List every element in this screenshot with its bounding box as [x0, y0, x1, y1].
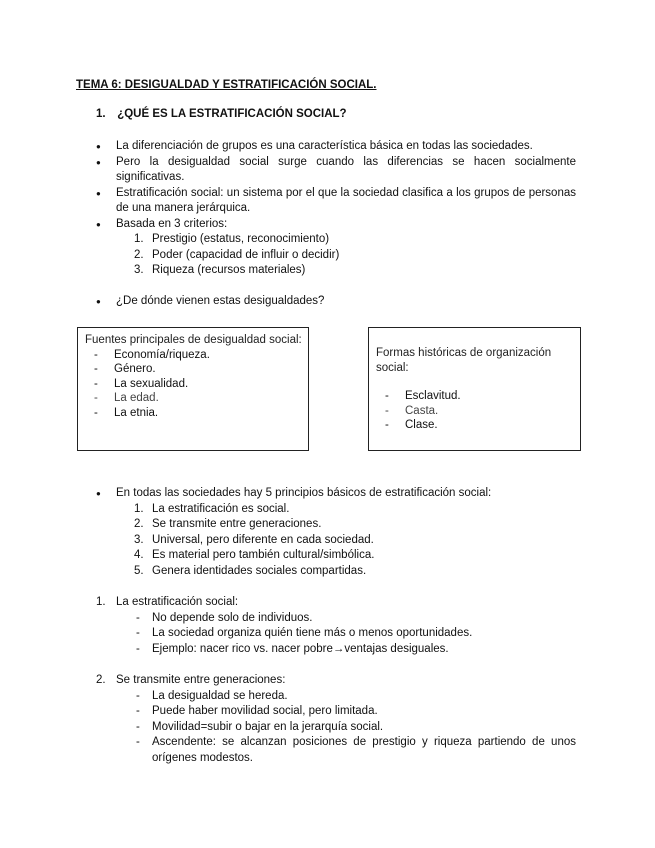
bullet-item: ● La diferenciación de grupos es una característica básica en todas las sociedades. [96, 139, 576, 155]
list-item: 2. Poder (capacidad de influir o decidir) [134, 248, 340, 261]
box-item: - Casta. [385, 404, 439, 417]
list-item: - No depende solo de individuos. [134, 611, 576, 627]
box-item: - Clase. [385, 419, 438, 431]
list-item: 2. Se transmite entre generaciones. [134, 518, 322, 530]
list-item: - Puede haber movilidad social, pero limitada. [134, 704, 576, 720]
box-item: - La sexualidad. [94, 377, 189, 390]
numbered-heading: 2. Se transmite entre generaciones: [96, 674, 286, 686]
list-item: - Ascendente: se alcanzan posiciones de prestigio y riqueza partiendo de unos orígenes modestos. [134, 735, 576, 766]
question-block [96, 294, 576, 310]
document-title: TEMA 6: DESIGUALDAD Y ESTRATIFICACIÓN SOCIAL. [76, 79, 377, 91]
box-item: - Esclavitud. [385, 390, 461, 402]
bullet-item: ● En todas las sociedades hay 5 principios básicos de estratificación social: [96, 486, 576, 502]
list-item: - La desigualdad se hereda. [134, 689, 576, 705]
box-title: Formas históricas de organización social: [376, 347, 552, 374]
point-2-list [96, 689, 576, 767]
numbered-heading: 1. La estratificación social: [96, 596, 239, 608]
intro-list [96, 139, 576, 279]
list-item: 5. Genera identidades sociales compartidas. [134, 564, 367, 577]
point-2-block [96, 673, 576, 766]
list-item: 4. Es material pero también cultural/simbólica. [134, 549, 375, 561]
bullet-item: ● Pero la desigualdad social surge cuando las diferencias se hacen socialmente significativas. [96, 155, 576, 186]
box-item: - Economía/riqueza. [94, 348, 210, 361]
bullet-item: ● Estratificación social: un sistema por el que la sociedad clasifica a los grupos de personas de una manera jerárquica. [96, 186, 576, 217]
section-number: 1. [96, 108, 106, 120]
sources-box [77, 327, 309, 451]
section-heading-text: ¿QUÉ ES LA ESTRATIFICACIÓN SOCIAL? [117, 108, 347, 120]
box-item: - La etnia. [94, 406, 159, 419]
list-item: - La sociedad organiza quién tiene más o menos oportunidades. [134, 626, 576, 642]
list-item: 1. Prestigio (estatus, reconocimiento) [134, 233, 330, 245]
principles-list [96, 502, 576, 580]
principles-block [96, 486, 576, 579]
forms-box [368, 327, 581, 451]
list-item: 3. Universal, pero diferente en cada sociedad. [134, 533, 374, 546]
point-1-list [96, 611, 576, 658]
list-item: - Movilidad=subir o bajar en la jerarquía social. [134, 720, 576, 736]
bullet-item: ● ¿De dónde vienen estas desigualdades? [96, 294, 576, 310]
point-1-block [96, 595, 576, 657]
list-item: - Ejemplo: nacer rico vs. nacer pobre→ventajas desiguales. [134, 642, 576, 658]
list-item: 1. La estratificación es social. [134, 502, 290, 515]
bullet-item: ● Basada en 3 criterios: [96, 217, 576, 233]
box-item: - Género. [94, 363, 156, 375]
criteria-list [96, 232, 576, 279]
list-item: 3. Riqueza (recursos materiales) [134, 264, 306, 276]
box-title: Fuentes principales de desigualdad social: [85, 334, 302, 346]
section-heading [96, 108, 347, 120]
box-item: - La edad. [94, 392, 159, 404]
